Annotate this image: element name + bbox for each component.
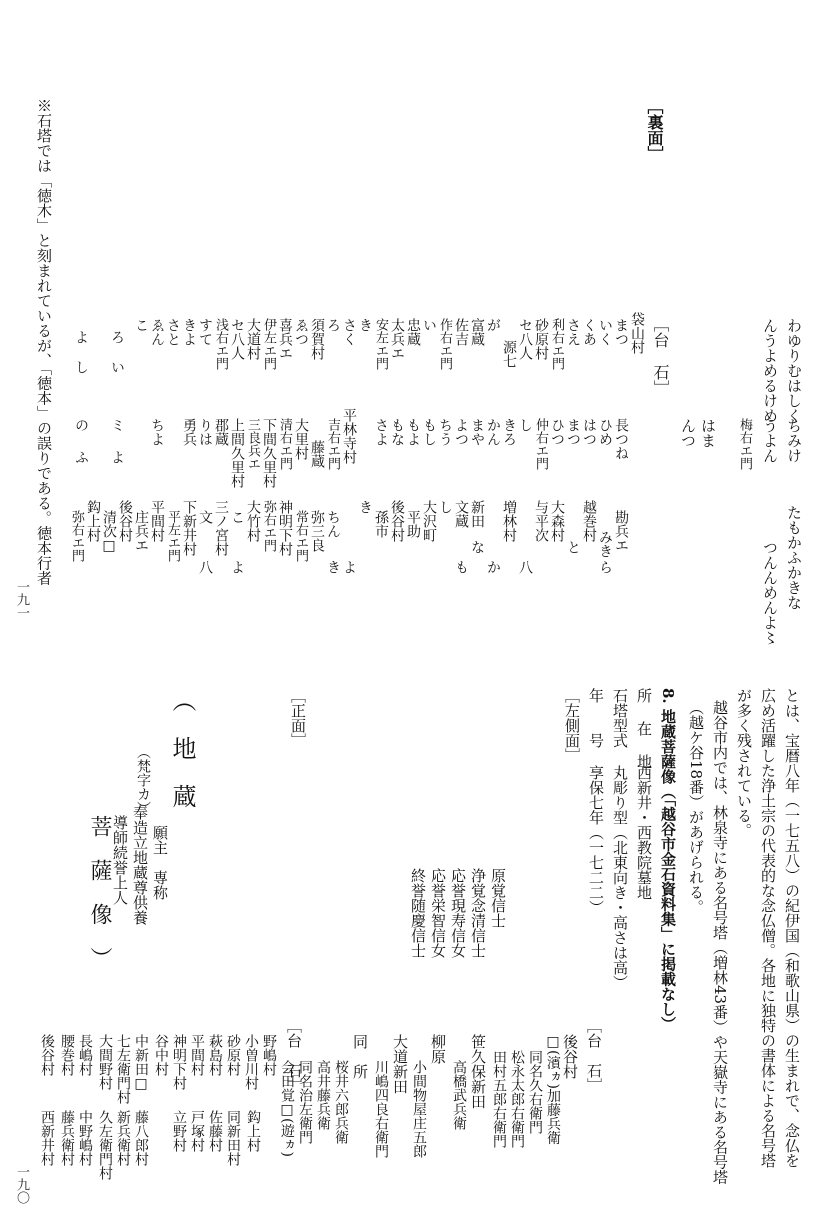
dais-village: 柳原 [429, 1034, 447, 1064]
name-cell-t3: よ [341, 560, 357, 574]
village-name: 藤八郎村 [133, 1110, 149, 1166]
name-cell-t3: 文 [197, 510, 213, 524]
dais-name: 会田覚□(遊ヵ) [279, 1060, 295, 1157]
name-cell-t3: し [437, 500, 453, 514]
name-cell: 安左エ門 [373, 318, 388, 370]
front-line-1: 願主 専称 [151, 825, 169, 900]
dais-name: 同名治左衛門 [297, 1060, 313, 1144]
side-name: 応誉栄智信女 [429, 868, 447, 958]
name-cell-t3: 三ノ宮村 [213, 500, 229, 556]
body-para-1: とは、宝暦八年（一七五八）の紀伊国（和歌山県）の生まれで、念仏を [783, 688, 801, 1168]
village-name: 七左衛門村 [115, 1034, 131, 1104]
poem-top3-2: つんんめんよ〻 [761, 540, 779, 645]
body-para-5: （越ケ谷18番）があげられる。 [687, 700, 705, 915]
name-cell-t3: 勘兵エ [613, 510, 629, 552]
footnote: ※石塔では「徳木」と刻まれているが、「徳本」の誤りである。徳本行者 [35, 98, 53, 586]
village-name: 野嶋村 [261, 1034, 277, 1076]
name-cell-t3: き [357, 500, 373, 514]
name-cell: 忠蔵 [405, 318, 421, 346]
name-cell: 富蔵 [469, 318, 485, 346]
name-cell-t2: まつ [565, 418, 581, 446]
name-cell: 砂原村 [533, 318, 549, 360]
name-cell: さと [165, 318, 181, 346]
name-cell-t2: りは [197, 418, 213, 446]
name-cell-t3: き [325, 560, 341, 574]
name-cell-t2: 下間久里村 [261, 418, 277, 488]
misc-kana: よ [109, 450, 125, 464]
name-cell-t2: もよ [405, 418, 421, 446]
name-cell-t3: 弥右エ門 [69, 510, 84, 562]
dais-bracket-title-upper: ［台 石］ [651, 316, 670, 396]
left-side-heading: ［左側面］ [563, 688, 581, 763]
name-cell-t3: 大森村 [549, 500, 565, 542]
name-cell-t3: な [469, 540, 485, 554]
name-cell: すて [197, 318, 213, 346]
name-cell-t3: 神明下村 [277, 500, 293, 556]
name-cell-t3: 後谷村 [117, 500, 133, 542]
poem-mid-2: んつ [679, 418, 697, 448]
name-cell: さえ [565, 318, 581, 346]
name-cell-t2: ちう [437, 418, 453, 446]
front-line-3: 導師続誉上人 [111, 815, 129, 905]
village-name: 谷中村 [153, 1034, 169, 1076]
name-cell: 袋山村 [629, 312, 645, 354]
dais-name: 桜井六郎兵衛 [333, 1060, 349, 1144]
name-cell-t2: ちよ [149, 418, 165, 446]
front-line-4: 菩 薩 像 ） [87, 815, 112, 969]
name-cell-t3: か [485, 560, 501, 574]
village-name: 萩島村 [207, 1034, 223, 1076]
front-jizo: （ 地 蔵 [168, 688, 196, 808]
dais-name: 松永太郎右衛門 [509, 1050, 525, 1148]
body-para-4: 越谷市内では、林泉寺にある名号塔（増林43番）や天嶽寺にある名号塔 [711, 700, 729, 1185]
name-cell-t3: も [453, 560, 469, 574]
name-cell-t2: 勇兵 [181, 418, 197, 446]
dais-name: □(濱ヵ)加藤兵衛 [545, 1034, 561, 1145]
name-cell-t3: 平助 [405, 510, 421, 538]
dais-village: 大道新田 [391, 1034, 409, 1094]
name-cell: 浅右エ門 [213, 318, 228, 370]
item-title: 8. 地蔵菩薩像（「越谷市金石資料集」に掲載なし） [659, 688, 677, 1032]
dais-village: 同 所 [351, 1034, 369, 1079]
name-cell-t3: よ [229, 560, 245, 574]
location-value: 西新井・西教院墓地 [635, 765, 653, 900]
dais-name: 田村五郎右衛門 [491, 1050, 507, 1148]
back-heading: ［裏面］ [645, 98, 664, 162]
name-cell-t3: 越巻村 [581, 500, 597, 542]
page-number-right: 一九一 [14, 580, 29, 619]
type-label: 石塔型式 [611, 688, 629, 748]
name-cell: いく [597, 318, 613, 346]
village-name: 同新田村 [225, 1110, 241, 1166]
poem-mid-1: はま [699, 418, 717, 448]
name-cell-t3: 常右エ門 [293, 510, 308, 562]
name-cell-t2: 藤蔵 [309, 440, 325, 468]
name-cell-t3: 大竹村 [245, 500, 261, 542]
village-name: 西新井村 [39, 1110, 55, 1166]
era-value: 享保七年（一七二二） [587, 765, 605, 915]
village-name: 小曽川村 [243, 1034, 259, 1090]
era-label: 年 号 [587, 688, 605, 748]
village-name: 佐藤村 [207, 1110, 223, 1152]
village-name: 戸塚村 [189, 1110, 205, 1152]
name-cell-t2: 平林寺村 [341, 408, 357, 464]
misc-kana: ふ [73, 450, 89, 464]
side-name: 応誉現寿信女 [449, 868, 467, 958]
dais-name: 川嶋四良右衛門 [373, 1060, 389, 1158]
dais-village: 笹久保新田 [469, 1034, 487, 1109]
name-cell-t2: の [73, 418, 89, 432]
village-name: 神明下村 [171, 1034, 187, 1090]
poem-top-2: んうよめるけめ [761, 318, 779, 423]
dais-name: 高橋武兵衛 [451, 1060, 467, 1130]
name-cell-t2: かん [485, 418, 501, 446]
name-cell: まつ [613, 318, 629, 346]
name-cell: が [485, 318, 501, 332]
name-cell: きよ [181, 318, 197, 346]
name-cell-t3: 平間村 [149, 500, 165, 542]
village-name: 鈎上村 [245, 1110, 261, 1152]
name-cell: ゑつ [293, 318, 309, 346]
name-cell: 伊左エ門 [261, 318, 276, 370]
poem-top-1: わゆりむはしく [785, 318, 803, 423]
front-line-2: 奉造立地蔵尊供養 [131, 805, 149, 925]
name-cell: ろ [325, 318, 341, 332]
name-cell-t2: 長つね [613, 418, 629, 460]
name-cell-t2: まや [469, 418, 485, 446]
page-number-left: 一九〇 [14, 1165, 29, 1204]
name-cell: さく [341, 318, 357, 346]
name-cell-t3: 後谷村 [389, 500, 405, 542]
name-cell: 作右エ門 [437, 318, 452, 370]
poem-mid-5: うよん [761, 418, 779, 463]
poem-top3-1: たもかふかきな [785, 505, 803, 610]
misc-kana: い [109, 360, 125, 374]
front-bonji: （梵字カ） [135, 745, 151, 815]
village-name: 腰巻村 [59, 1034, 75, 1076]
name-cell-t2: ひめ [597, 418, 613, 446]
village-name: 砂原村 [225, 1034, 241, 1076]
village-name: 大間野村 [97, 1034, 113, 1090]
name-cell-t3: 孫市 [373, 510, 389, 538]
misc-kana: ろ [109, 330, 125, 344]
name-cell-t2: もし [421, 418, 437, 446]
village-name: 新兵衛村 [115, 1110, 131, 1166]
body-para-2: 広め活躍した浄土宗の代表的な念仏僧。各地に独特の書体による名号塔 [759, 688, 777, 1168]
village-name: 中新田□ [133, 1034, 149, 1092]
name-cell-t3: 鈎上村 [85, 500, 101, 542]
name-cell-t3: 弥三良 [309, 510, 325, 552]
name-cell-t2: 大里村 [293, 418, 309, 460]
dais-heading-2: ［台 石］ [285, 1018, 303, 1093]
name-cell-t2: し [517, 418, 533, 432]
name-cell: 喜兵エ [277, 318, 293, 360]
village-name: 藤兵衛村 [59, 1110, 75, 1166]
name-cell-t2: よつ [453, 418, 469, 446]
side-name: 浄覚念清信士 [469, 868, 487, 958]
dais-name: 同名久右衛門 [527, 1050, 543, 1134]
poem-mid-3: 梅右エ門 [737, 418, 752, 470]
name-cell: 須賀村 [309, 318, 325, 360]
name-cell-t2: ミ [109, 418, 125, 432]
name-cell-t3: 庄兵エ [133, 510, 149, 552]
location-label: 所 在 地 [635, 688, 653, 769]
village-name: 平間村 [189, 1034, 205, 1076]
name-cell: き [357, 318, 373, 332]
misc-kana: し [73, 360, 89, 374]
type-value: 丸彫り型（北東向き・高さは高） [611, 765, 629, 990]
name-cell-t2: 清右エ門 [277, 418, 292, 470]
name-cell-t3: みき [597, 530, 613, 558]
name-cell: くあ [581, 318, 597, 346]
name-cell-t2: きろ [501, 418, 517, 446]
name-cell-t2: ひつ [549, 418, 565, 446]
name-cell-t3: 平左エ門 [165, 510, 180, 562]
name-cell-t3: ちん [325, 510, 341, 538]
name-cell: こ [133, 318, 149, 332]
name-cell-t3: 清次□ [101, 510, 117, 554]
name-cell-t3: 増林村 [501, 500, 517, 542]
village-name: 立野村 [171, 1110, 187, 1152]
name-cell-t2: 三良兵エ [245, 418, 260, 470]
name-cell-t3: 大沢町 [421, 500, 437, 542]
name-cell-t3: 文蔵 [453, 500, 469, 528]
name-cell-t3: 八 [197, 560, 213, 574]
misc-kana: よ [73, 330, 89, 344]
name-cell-t3: 与平次 [533, 500, 549, 542]
poem-mid-4: ちみけ [785, 418, 803, 463]
name-cell: 大道村 [245, 318, 261, 360]
name-cell: 太兵エ [389, 318, 405, 360]
dais-name: 小間物屋庄五郎 [411, 1060, 427, 1158]
side-name: 原覚信士 [489, 868, 507, 928]
name-cell-t3: 八 [517, 560, 533, 574]
name-cell-t3: 下新井村 [181, 500, 197, 556]
name-cell-t2: 仲右エ門 [533, 418, 548, 470]
side-name: 終誉随慶信士 [409, 868, 427, 958]
name-cell-t3: こ [229, 510, 245, 524]
village-name: 中野嶋村 [77, 1110, 93, 1166]
name-cell: 利右エ門 [549, 318, 564, 370]
name-cell-t2: 吉右エ門 [325, 418, 340, 470]
name-cell: ゑん [149, 318, 165, 346]
name-cell-t3: 新田 [469, 500, 485, 528]
name-cell-t3: 弥右エ門 [261, 500, 276, 552]
name-cell-t3: と [565, 540, 581, 554]
name-cell: セ八人 [229, 318, 245, 360]
name-cell-t2: 上間久里村 [229, 418, 245, 488]
name-cell-t3: ら [597, 560, 613, 574]
name-cell-t2: はつ [581, 418, 597, 446]
name-cell: 源七 [501, 340, 517, 368]
dais-name: 高井藤兵衛 [315, 1060, 331, 1130]
name-cell-t2: さよ [373, 418, 389, 446]
name-cell-t2: 郡蔵 [213, 418, 229, 446]
front-heading: ［正面］ [289, 688, 307, 748]
name-cell: い [421, 318, 437, 332]
name-cell: セ八人 [517, 318, 533, 360]
name-cell: 佐吉 [453, 318, 469, 346]
dais-heading-1: ［台 石］ [585, 1018, 603, 1093]
name-cell-t2: もな [389, 418, 405, 446]
dais-village: 後谷村 [561, 1034, 579, 1079]
village-name: 長嶋村 [77, 1034, 93, 1076]
village-name: 後谷村 [39, 1034, 55, 1076]
village-name: 久左衛門村 [97, 1110, 113, 1180]
body-para-3: が多く残されている。 [735, 688, 753, 838]
